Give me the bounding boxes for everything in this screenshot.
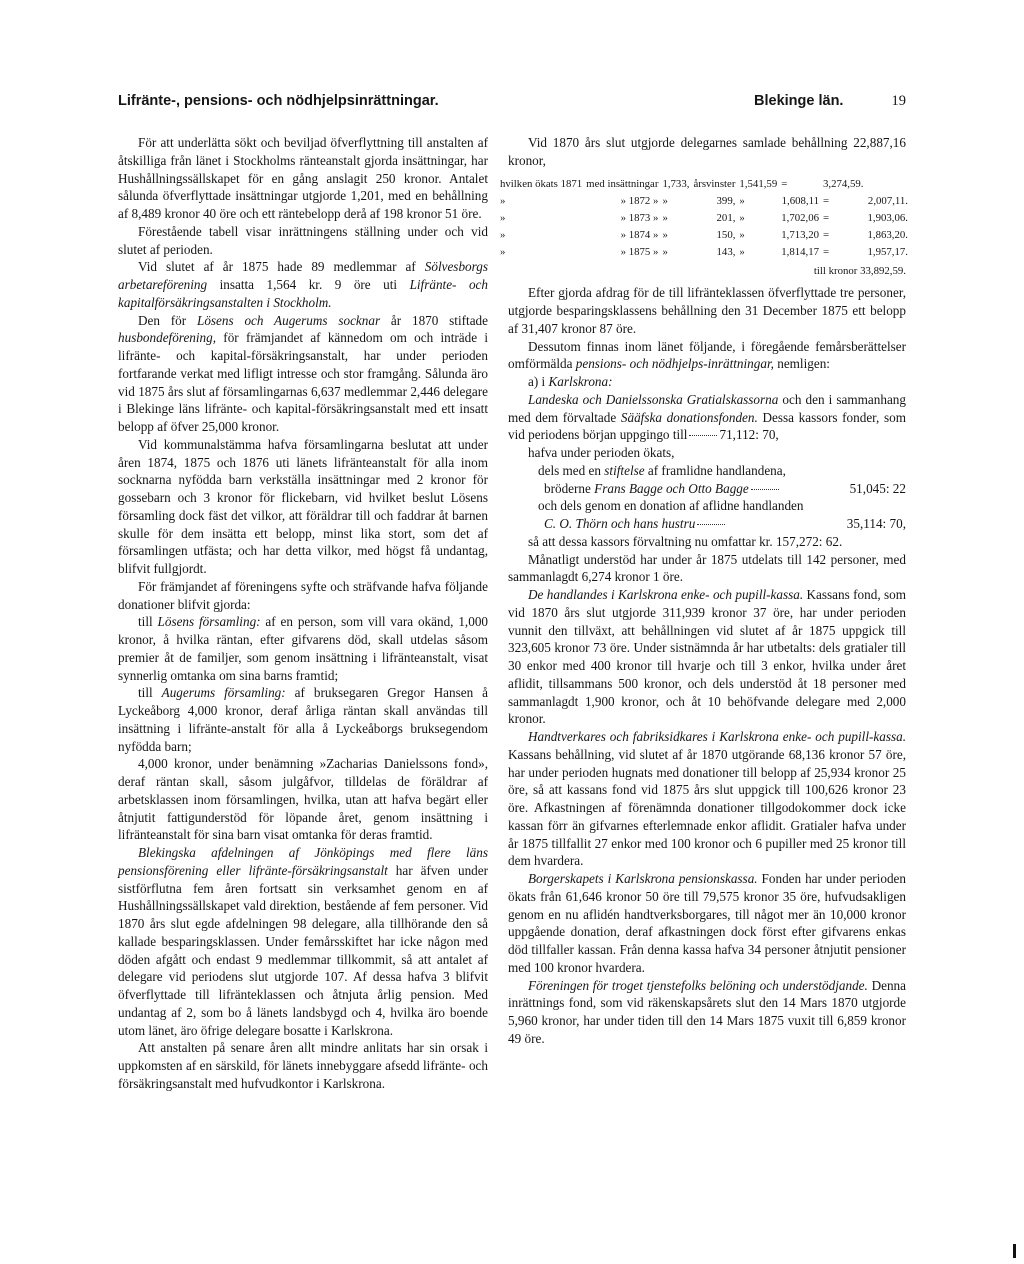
table-cell: 1,814,17 (781, 245, 820, 258)
header-section-title: Lifränte-, pensions- och nödhjelpsinrättningar. (118, 93, 439, 109)
table-cell: » (662, 245, 668, 258)
paragraph: Månatligt understöd har under år 1875 utdelats till 142 personer, med sammanlagdt 6,274 kronor 1 öre. (508, 551, 906, 585)
table-cell: = (823, 228, 830, 241)
paragraph: De handlandes i Karlskrona enke- och pupill-kassa. Kassans fond, som vid 1870 års slut utgjorde 311,939 kronor 37 öre, har under perioden vunnit den tillväxt, att behållningen vid slutet af år 1875 uppgick till 323,605 kronor 73 öre. Under sistnämnda år har utbetalts: dels gratialer till 30 enkor med 400 kronor till hvarje och till 3 enkor, hvilka under året aflidit, tillsammans 500 kronor, och dels understöd åt 18 personer med sammanlagdt 1,900 kronor, och åt 10 behöfvande delegare med 2,000 kronor. (508, 587, 906, 727)
table-cell: » (500, 194, 506, 207)
table-cell: med insättningar (586, 177, 659, 190)
right-column (500, 134, 909, 1048)
scan-mark (1013, 1244, 1016, 1258)
fund-line: C. O. Thörn och hans hustru 35,114: 70, (544, 516, 906, 531)
table-cell: » (739, 211, 745, 224)
paragraph: Dessutom finnas inom länet följande, i föregående femårsberättelser omförmälda pensions- och nödhjelps-inrättningar, nemligen: (508, 338, 906, 372)
table-cell: 2,007,11. (867, 194, 909, 207)
table-cell: 399, (716, 194, 736, 207)
table-row (500, 244, 912, 261)
fund-line: och dels genom en donation af aflidne handlanden (538, 498, 804, 514)
table-cell: » (739, 228, 745, 241)
growth-table (500, 176, 912, 261)
table-cell: » (500, 245, 506, 258)
table-cell: hvilken ökats 1871 (500, 177, 583, 190)
fund-line: hafva under perioden ökats, (528, 445, 675, 460)
table-cell: » 1875 » (620, 245, 659, 258)
table-cell: » (739, 245, 745, 258)
table-cell: » (662, 211, 668, 224)
growth-sum: till kronor 33,892,59. (813, 264, 906, 277)
paragraph: Vid slutet af år 1875 hade 89 medlemmar af Sölvesborgs arbetareförening insatta 1,564 kr. 9 öre uti Lifränte- och kapitalförsäkringsanstalten i Stockholm. (118, 259, 488, 310)
paragraph: Vid kommunalstämma hafva församlingarna beslutat att under åren 1874, 1875 och 1876 uti länets lifränteanstalt för alla inom socknarna nyfödda barn verkställa insättningar med 2 kronor för gossebarn och 3 kronor för flickebarn, vid hvilket beslut Lösens församling dock fäst det vilkor, att föräldrar till och faddrar åt barnen skulle för dem insätta ett belopp, minst lika stort, som det af församlingen utfästa; och har detta vilkor, med högst få undantag, blifvit fullgjordt. (118, 436, 488, 576)
paragraph: Efter gjorda afdrag för de till lifränteklassen öfverflyttade tre personer, utgjorde besparingsklassens behållning den 31 December 1875 ett belopp af 31,407 kronor 87 öre. (508, 285, 906, 336)
fund-line: dels med en stiftelse af framlidne handlandena, (538, 462, 786, 478)
table-cell: 1,608,11 (781, 194, 820, 207)
header-region: Blekinge län. (754, 93, 844, 109)
paragraph: Landeska och Danielssonska Gratialskassorna och den i sammanhang med dem förvaltade Sääfska donationsfonden. Dessa kassors fonder, som vid periodens början uppgingo till 71,112: 70, (508, 391, 906, 443)
paragraph: till Augerums församling: af bruksegaren Gregor Hansen å Lyckeåborg 4,000 kronor, deraf årliga räntan skall användas till insättning i lifränte-anstalt för alla å Lyckeåborgs bruksegendom nyfödda barn; (118, 685, 488, 754)
amount: 35,114: 70, (846, 516, 906, 531)
paragraph: För främjandet af föreningens syfte och sträfvande hafva följande donationer blifvit gjorda: (118, 578, 488, 612)
paragraph: 4,000 kronor, under benämning »Zacharias Danielssons fond», deraf räntan skall, såsom julgåfvor, tilldelas de föräldrar af arbetsklassen inom församlingen, hvilka, utan att hafva begärt eller åtnjutit fattigunderstöd för löpande året, genom insättning i lifränteanstalt för sina barn visat omtanka för deras framtid. (118, 756, 488, 843)
table-cell: » (500, 211, 506, 224)
header-right (754, 93, 906, 110)
table-cell: årsvinster (693, 177, 736, 190)
paragraph: till Lösens församling: af en person, som vill vara okänd, 1,000 kronor, å hvilka räntan, efter gifvarens död, skall utdelas såsom premier åt de familjer, som genom insättning i lifränteanstalt, visat synnerlig omtanka om sina barns framtid; (118, 614, 489, 683)
table-cell: = (823, 245, 830, 258)
table-cell: 1,863,20. (867, 228, 909, 241)
table-cell: » (662, 194, 668, 207)
table-cell: 1,541,59 (739, 177, 778, 190)
table-cell: 1,702,06 (781, 211, 820, 224)
table-cell: » (500, 228, 506, 241)
paragraph: Föreningen för troget tjenstefolks belöning och understödjande. Denna inrättnings fond, som vid räkenskapsårets slut den 14 Mars 1870 utgjorde 5,960 kronor, har under tiden till den 14 Mars 1875 vuxit till 6,859 kronor 49 öre. (508, 977, 906, 1046)
table-row (500, 227, 912, 244)
table-cell: » (662, 228, 668, 241)
table-cell: 1,957,17. (867, 245, 909, 258)
paragraph: Att anstalten på senare åren allt mindre anlitats har sin orsak i uppkomsten af en särskild, för länets innebyggare afsedd lifränte- och försäkringsanstalt med hufvudkontor i Karlskrona. (118, 1040, 488, 1091)
table-cell: 201, (716, 211, 736, 224)
paragraph: Vid 1870 års slut utgjorde delegarnes samlade behållning 22,887,16 kronor, (508, 135, 906, 168)
table-cell: » 1874 » (620, 228, 659, 241)
paragraph: Förestående tabell visar inrättningens ställning under och vid slutet af perioden. (118, 223, 488, 257)
table-cell: 1,713,20 (781, 228, 820, 241)
paragraph: Handtverkares och fabriksidkares i Karlskrona enke- och pupill-kassa. Kassans behållning, vid slutet af år 1870 utgörande 68,136 kronor 57 öre, har under perioden hugnats med donationer till belopp af 25,934 kronor 25 öre, så att kassans fond vid 1875 års slut uppgick till 100,626 kronor 23 öre. Afkastningen af förenämnda donationer tillgodokommer dock icke kassan förr än gifvarnes efterlemnade enkor aflidit. Gratialer hafva under år 1875 tillfallit 27 enkor med 100 kronor och 6 pupiller med 25 kronor till dem hvardera. (508, 729, 906, 869)
table-cell: » 1872 » (620, 194, 659, 207)
paragraph: För att underlätta sökt och beviljad öfverflyttning till anstalten af åtskilliga från länet i Stockholms ränteanstalt gjorda insättningar, har Hushållningssällskapet för en gång anslagit 250 kronor. Antalet sålunda öfverflyttade insättningar utgjorde 1,201, med en behållning af 8,489 kronor 40 öre och ett räntebelopp derå af 198 kronor 51 öre. (118, 135, 488, 221)
table-cell: 143, (716, 245, 736, 258)
table-cell: = (823, 194, 830, 207)
table-cell: » 1873 » (620, 211, 659, 224)
amount: 71,112: 70, (719, 427, 779, 443)
table-cell: = (781, 177, 788, 190)
table-cell: 3,274,59. (823, 177, 864, 190)
paragraph: Borgerskapets i Karlskrona pensionskassa. Fonden har under perioden ökats från 61,646 kronor 50 öre till 79,575 kronor 35 öre, hufvudsakligen genom en nu aflidén handtverksborgares, till något mer än 10,000 kronor uppgående donation, deraf afkastningen dock först efter gifvarens enkas död tillfaller kassan. Från denna kassa hafva 34 personer åtnjutit pensioner med 100 kronor hvardera. (508, 871, 906, 975)
left-column (118, 134, 488, 1093)
paragraph: så att dessa kassors förvaltning nu omfattar kr. 157,272: 62. (528, 533, 843, 549)
running-header (118, 93, 906, 115)
table-cell: 1,903,06. (867, 211, 909, 224)
table-cell: » (739, 194, 745, 207)
table-row (500, 193, 912, 210)
table-row (500, 210, 912, 227)
amount: 51,045: 22 (849, 480, 906, 496)
fund-line: bröderne Frans Bagge och Otto Bagge 51,045: 22 (544, 480, 906, 496)
table-cell: 150, (716, 228, 736, 241)
paragraph: a) i Karlskrona: (528, 374, 613, 389)
paragraph: Blekingska afdelningen af Jönköpings med flere läns pensionsförening eller lifränte-försäkringsanstalt har äfven under sistförflutna fem åren fortsatt sin verksamhet genom en af Hushållningssällskapet vald direktion, bestående af fem personer. Vid 1870 års slut egde afdelningen 98 delegare, alla tillhörande den så kallade besparingsklassen. Under femårsskiftet har icke någon med döden afgått och endast 9 medlemmar tillkommit, så att antalet af delegare vid periodens slut utgjorde 107. Af dessa hafva 3 blifvit öfverflyttade till lifränteklassen och åtnjuta årlig pension. Med undantag af 2, som bo å länets landsbygd och 4, hvilka äro boende utom länet, äro öfrige delegare bosatte i Karlskrona. (118, 845, 488, 1038)
table-cell: 1,733, (662, 177, 690, 190)
paragraph: Den för Lösens och Augerums socknar år 1870 stiftade husbondeförening, för främjandet af kännedom om och inträde i lifränte- och kapital-försäkringsanstalt, har under perioden fortfarande verkat med lifligt intresse och stor framgång. Sålunda äro vid 1875 års slut af församlingarnas 6,637 medlemmar 2,446 delegare i Blekinge läns lifränte- och kapital-försäkringsanstalt med ett insatt belopp af öfver 25,000 kronor. (118, 312, 488, 434)
page-number: 19 (891, 93, 906, 109)
table-cell: = (823, 211, 830, 224)
table-row (500, 176, 912, 193)
